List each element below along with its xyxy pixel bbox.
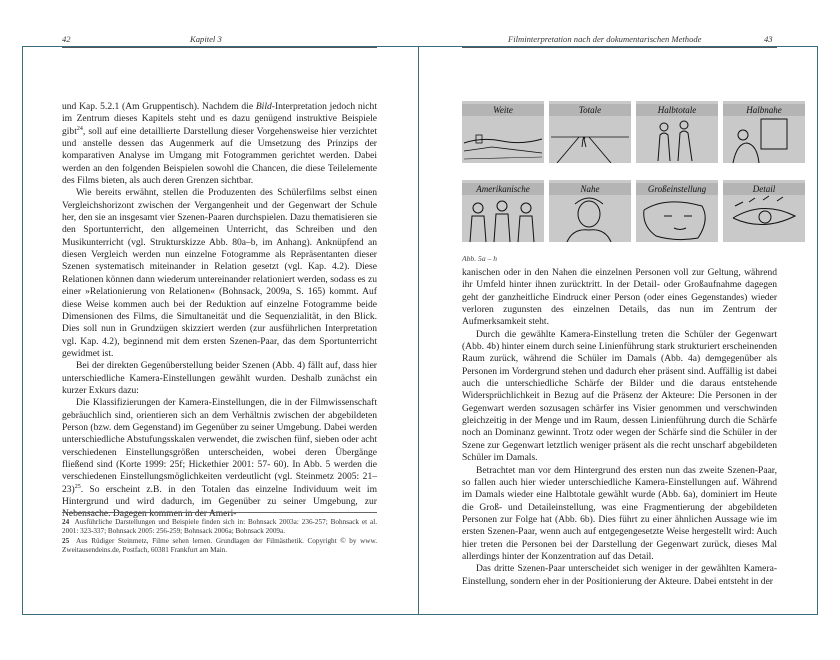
landscape-illustration: [462, 101, 544, 163]
face-illustration: [549, 180, 631, 242]
right-header-rule: [462, 47, 777, 48]
footnote-ref-25[interactable]: 25: [74, 483, 81, 490]
footnote-text: Ausführliche Darstellungen und Beispiele finden sich in: Bohnsack 2003a: 236-257; Bohnsack et al. 2001: 323-337; Bohnsack 2005: 256-259; Bohnsack 2006a; Bohnsack 2009a.: [62, 518, 377, 536]
page-gutter: [418, 46, 419, 615]
footnote-25: [62, 537, 377, 556]
right-paragraph-1: kanischen oder in den Nahen die einzelnen Personen voll zur Geltung, während ihr Umfeld hinter ihnen zurücktritt. In der Detail- oder Großaufnahme dagegen geht der ganzheitliche Eindruck einer Person (oder eines Gegenstandes) wieder verloren zugunsten des einzelnen Details, das nun im Zentrum der Aufmerksamkeit steht.: [462, 267, 777, 328]
shot-label: Halbnahe: [723, 104, 805, 116]
closeup-face-illustration: [636, 180, 718, 242]
footnote-ref-24[interactable]: 24: [76, 125, 83, 132]
shot-amerikanische: [462, 180, 544, 242]
shot-weite: [462, 101, 544, 163]
left-chapter-title: Kapitel 3: [190, 34, 222, 44]
right-body-text: [462, 267, 777, 588]
right-paragraph-3: Betrachtet man vor dem Hintergrund des ersten nun das zweite Szenen-Paar, so fallen auch hier wieder unterschiedliche Kamera-Einstellungen auf. Während im Damals wieder eine Halbtotale gewählt wurde (Abb. 6a), dominiert im Heute die Groß- und Detaileinstellung, was eine Fragmentierung der abgebildeten Personen zur Folge hat (Abb. 6b). Dies führt zu einer ähnlichen Aussage wie im ersten Szenen-Paar, wenn auch auf entgegengesetzte Weise hergestellt wird: Auch hier treten die Personen bei der Darstellung der Gegenwart zurück, dieses Mal allerdings hinter der Konzentration auf das Detail.: [462, 464, 777, 562]
eye-detail-illustration: [723, 180, 805, 242]
footnote-24: [62, 518, 377, 537]
left-paragraph-1: [62, 101, 377, 187]
figure-caption: Abb. 5a – h: [462, 254, 498, 263]
right-paragraph-4: Das dritte Szenen-Paar unterscheidet sich weniger in der gewählten Kamera-Einstellung, sondern eher in der Positionierung der Akteure. Dabei entsteht in der: [462, 563, 777, 587]
text-emphasis: Bild: [255, 101, 272, 112]
left-header-rule: [62, 47, 377, 48]
shot-label: Detail: [723, 183, 805, 195]
footnote-rule: [62, 512, 377, 513]
shot-label: Totale: [549, 104, 631, 116]
shot-label: Nahe: [549, 183, 631, 195]
shot-detail: [723, 180, 805, 242]
group-illustration: [462, 180, 544, 242]
two-figures-illustration: [636, 101, 718, 163]
shot-totale: [549, 101, 631, 163]
shot-label: Halbtotale: [636, 104, 718, 116]
right-page-number: 43: [764, 34, 773, 44]
text-run: und Kap. 5.2.1 (Am Gruppentisch). Nachdem die: [62, 101, 256, 112]
shot-label: Großeinstellung: [636, 183, 718, 195]
text-run: Die Klassifizierungen der Kamera-Einstellungen, die in der Filmwissenschaft gebräuchlich sind, orientieren sich an dem Verhältnis zwischen der abgebildeten Person (bzw. dem Gegenstand) im Gegenüber zu seiner Umgebung. Dabei werden unterschiedliche Abstufungsskalen verwendet, die zwischen fünf, sieben oder acht verschiedenen Einstellungsgrößen unterscheiden, wobei deren Übergänge fließend sind (Korte 1999: 25f; Hickethier 2001: 57- 60). In Abb. 5 werden die verschiedenen Einstellungsmöglichkeiten verdeutlicht (vgl. Steinmetz 2005: 21–23): [62, 397, 377, 495]
text-run: , soll auf eine detaillierte Darstellung dieser Vorgehensweise hier verzichtet und anstelle dessen das Augenmerk auf die Umsetzung des Prinzips der komparativen Analyse im Umgang mit Fotogrammen gerichtet werden. Dabei werden an den folgenden Beispielen sowohl die Chancen, die diese Teilelemente des Films bieten, als auch deren Grenzen sichtbar.: [62, 125, 377, 187]
left-body-text: [62, 101, 377, 521]
shot-label: Amerikanische: [462, 183, 544, 195]
left-paragraph-2: Wie bereits erwähnt, stellen die Produzenten des Schülerfilms selbst einen Vergleichshorizont zwischen der Vergangenheit und der Gegenwart der Schule her, den sie an insgesamt vier Szenen-Paaren durchspielen. Dazu thematisieren sie den Sportunterricht, den allgemeinen Unterricht, das Schreiben und den Musikunterricht (vgl. Strukturskizze Abb. 80a–b, im Anhang). Anknüpfend an diesen Vergleich werden nun einzelne Fotogramme als Repräsentanten dieser Szenen systematisch miteinander in Relation gesetzt (vgl. Kap. 4.2). Diese Relationen können dann wiederum untereinander relationiert werden, sodass es zu einer »Relationierung von Relationen« (Bohnsack, 2009a, S. 165) kommt. Auf diese Weise kommen auch bei der Reduktion auf einzelne Fotogramme beide Dimensionen des Films, die Simultaneität und die Sequenzialität, in den Blick. Dies soll nun in Grundzügen skizziert werden (zur ausführlichen Interpretation vgl. Kap. 4.2), beginnend mit dem ersten Szenen-Paar, das dem Sportunterricht gewidmet ist.: [62, 187, 377, 359]
right-paragraph-2: Durch die gewählte Kamera-Einstellung treten die Schüler der Gegenwart (Abb. 4b) hinter einem durch seine Linienführung stark strukturiert erscheinenden Raum zurück, während die Schüler im Damals (Abb. 4a) demgegenüber als Personen im Vordergrund stehen und dadurch eher präsent sind. Auffällig ist dabei auch die unterschiedliche Schärfe der Bilder und die daraus entstehende Widersprüchlichkeit in Bezug auf die Präsenz der Akteure: Die Personen in der Gegenwart werden sozusagen schärfer ins Visier genommen und verschwinden gleichzeitig in der Menge und im Raum, dessen Linienführung durch die Schärfe noch an Dominanz gewinnt. Trotz oder wegen der Schärfe sind die Schüler in der Szene zur Gegenwart letztlich weniger präsent als die recht unscharf abgebildeten Schüler im Damals.: [462, 328, 777, 464]
left-paragraph-3: Bei der direkten Gegenüberstellung beider Szenen (Abb. 4) fällt auf, dass hier unterschiedliche Kamera-Einstellungen gewählt wurden. Deshalb zunächst ein kurzer Exkurs dazu:: [62, 360, 377, 396]
right-running-title: Filminterpretation nach der dokumentarischen Methode: [508, 34, 702, 44]
left-page-number: 42: [62, 34, 71, 44]
left-paragraph-4: [62, 397, 377, 520]
footnote-text: Aus Rüdiger Steinmetz, Filme sehen lernen. Grundlagen der Filmästhetik. Copyright © by www. Zweitausendeins.de, Postfach, 60381 Frankfurt am Main.: [62, 536, 377, 555]
shot-nahe: [549, 180, 631, 242]
text-run: -Interpretation jedoch nicht im Zentrum dieses Kapitels steht und es dazu genügend instruktive Beispiele gibt: [62, 101, 377, 137]
footnote-number: 24: [62, 518, 70, 526]
shot-label: Weite: [462, 104, 544, 116]
footnote-number: 25: [62, 536, 70, 545]
text-run: . So erscheint z.B. in den Totalen das einzelne Individuum weit im Hintergrund und wird dadurch, im Gegenüber zu seiner Umgebung, zur Nebensache. Dagegen kommen in der Ameri-: [62, 483, 377, 520]
footnotes: [62, 518, 377, 556]
shot-halbnahe: [723, 101, 805, 163]
shot-grosseinstellung: [636, 180, 718, 242]
seated-figure-illustration: [723, 101, 805, 163]
camera-shot-figure: [462, 101, 782, 261]
road-illustration: [549, 101, 631, 163]
shot-halbtotale: [636, 101, 718, 163]
